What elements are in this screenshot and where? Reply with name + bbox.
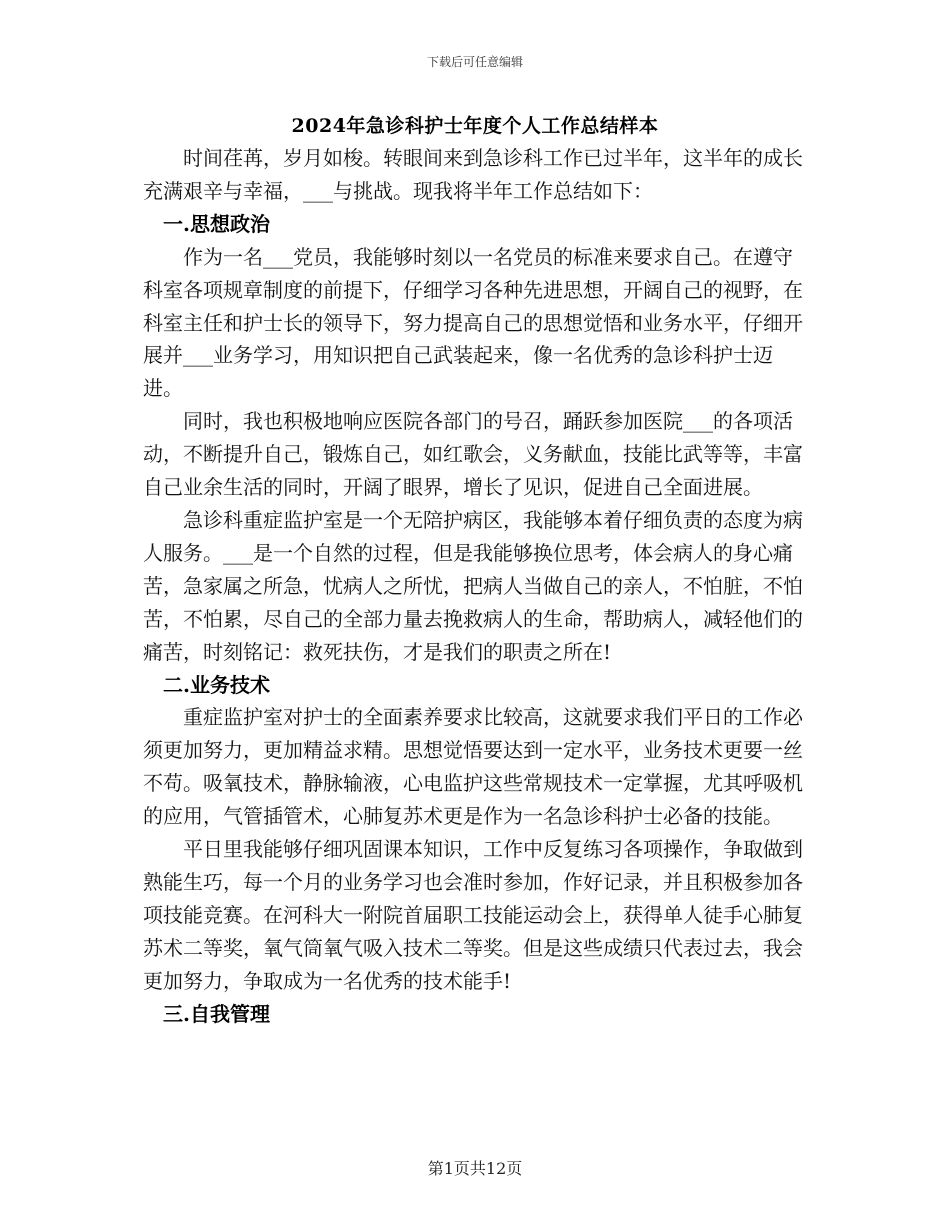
download-note: 下载后可任意编辑 <box>426 55 523 69</box>
paragraph: 重症监护室对护士的全面素养要求比较高，这就要求我们平日的工作必须更加努力，更加精益求精。思想觉悟要达到一定水平，业务技术更要一丝不苟。吸氧技术，静脉输液，心电监护这些常规技术一定掌握，尤其呼吸机的应用，气管插管术，心肺复苏术更是作为一名急诊科护士必备的技能。 <box>143 705 803 829</box>
paragraph: 平日里我能够仔细巩固课本知识，工作中反复练习各项操作，争取做到熟能生巧，每一个月的业务学习也会准时参加，作好记录，并且积极参加各项技能竞赛。在河科大一附院首届职工技能运动会上，获得单人徒手心肺复苏术二等奖，氧气筒氧气吸入技术二等奖。但是这些成绩只代表过去，我会更加努力，争取成为一名优秀的技术能手! <box>143 837 803 993</box>
paragraph: 同时，我也积极地响应医院各部门的号召，踊跃参加医院___的各项活动，不断提升自己，锻炼自己，如红歌会，义务献血，技能比武等等，丰富自己业余生活的同时，开阔了眼界，增长了见识，促进自己全面进展。 <box>143 409 803 500</box>
document-body <box>143 142 807 1030</box>
page-number: 第1页共12页 <box>427 1159 523 1178</box>
paragraph: 作为一名___党员，我能够时刻以一名党员的标准来要求自己。在遵守科室各项规章制度的前提下，仔细学习各种先进思想，开阔自己的视野，在科室主任和护士长的领导下，努力提高自己的思想觉悟和业务水平，仔细开展并___业务学习，用知识把自己武装起来，像一名优秀的急诊科护士迈进。 <box>143 244 803 401</box>
paragraph: 急诊科重症监护室是一个无陪护病区，我能够本着仔细负责的态度为病人服务。___是一个自然的过程，但是我能够换位思考，体会病人的身心痛苦，急家属之所急，忧病人之所忧，把病人当做自己的亲人，不怕脏，不怕苦，不怕累，尽自己的全部力量去挽救病人的生命，帮助病人，减轻他们的痛苦，时刻铭记：救死扶伤，才是我们的职责之所在! <box>143 507 803 664</box>
section-heading-self-management: 三.自我管理 <box>163 1001 270 1026</box>
document-title: 2024年急诊科护士年度个人工作总结样本 <box>291 115 659 137</box>
intro-paragraph: 时间荏苒，岁月如梭。转眼间来到急诊科工作已过半年，这半年的成长充满艰辛与幸福，___与挑战。现我将半年工作总结如下： <box>143 146 803 203</box>
section-heading-politics: 一.思想政治 <box>163 211 270 236</box>
section-heading-skills: 二.业务技术 <box>163 672 270 697</box>
